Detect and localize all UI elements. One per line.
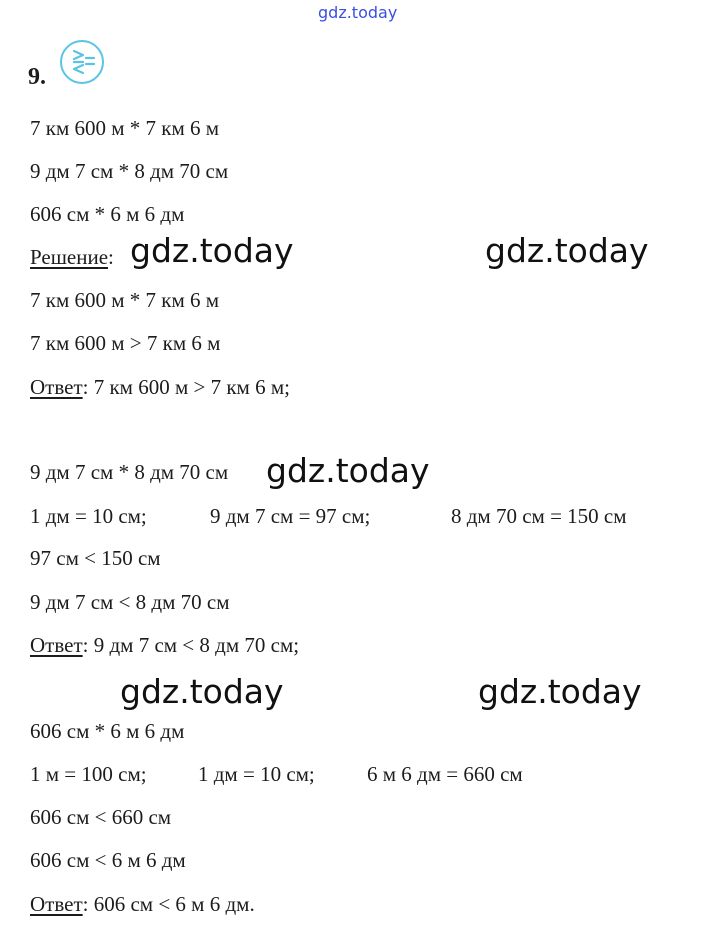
part1-line1: 7 км 600 м * 7 км 6 м bbox=[30, 288, 220, 312]
part1-line2: 7 км 600 м > 7 км 6 м bbox=[30, 331, 221, 355]
watermark: gdz.today bbox=[120, 672, 284, 711]
part3-line1: 606 см * 6 м 6 дм bbox=[30, 719, 185, 743]
task-number: 9. bbox=[28, 64, 46, 90]
solution-heading bbox=[30, 245, 114, 269]
statement-3: 606 см * 6 м 6 дм bbox=[30, 202, 185, 226]
statement-1: 7 км 600 м * 7 км 6 м bbox=[30, 116, 220, 140]
part2-answer bbox=[30, 633, 299, 657]
part3-conv3: 6 м 6 дм = 660 см bbox=[367, 762, 523, 786]
part3-line4: 606 см < 6 м 6 дм bbox=[30, 848, 186, 872]
watermark-top: gdz.today bbox=[318, 3, 398, 22]
part3-answer bbox=[30, 892, 255, 916]
watermark: gdz.today bbox=[130, 231, 294, 270]
watermark: gdz.today bbox=[478, 672, 642, 711]
part2-conv1: 1 дм = 10 см; bbox=[30, 504, 147, 528]
solution-colon: : bbox=[108, 245, 114, 269]
part1-answer bbox=[30, 375, 290, 399]
part3-conv2: 1 дм = 10 см; bbox=[198, 762, 315, 786]
answer-label: Ответ bbox=[30, 375, 83, 399]
answer-text: : 606 см < 6 м 6 дм. bbox=[82, 892, 255, 916]
part3-conv1: 1 м = 100 см; bbox=[30, 762, 147, 786]
part3-line3: 606 см < 660 см bbox=[30, 805, 172, 829]
answer-text: : 7 км 600 м > 7 км 6 м; bbox=[82, 375, 290, 399]
part2-line3: 97 см < 150 см bbox=[30, 546, 161, 570]
watermark: gdz.today bbox=[266, 451, 430, 490]
answer-text: : 9 дм 7 см < 8 дм 70 см; bbox=[82, 633, 300, 657]
statement-2: 9 дм 7 см * 8 дм 70 см bbox=[30, 159, 229, 183]
watermark: gdz.today bbox=[485, 231, 649, 270]
part2-line1: 9 дм 7 см * 8 дм 70 см bbox=[30, 460, 229, 484]
answer-label: Ответ bbox=[30, 892, 83, 916]
answer-label: Ответ bbox=[30, 633, 83, 657]
part2-conv3: 8 дм 70 см = 150 см bbox=[451, 504, 627, 528]
solution-label: Решение bbox=[30, 245, 109, 269]
part2-conv2: 9 дм 7 см = 97 см; bbox=[210, 504, 371, 528]
compare-icon bbox=[60, 40, 104, 84]
part2-line4: 9 дм 7 см < 8 дм 70 см bbox=[30, 590, 230, 614]
